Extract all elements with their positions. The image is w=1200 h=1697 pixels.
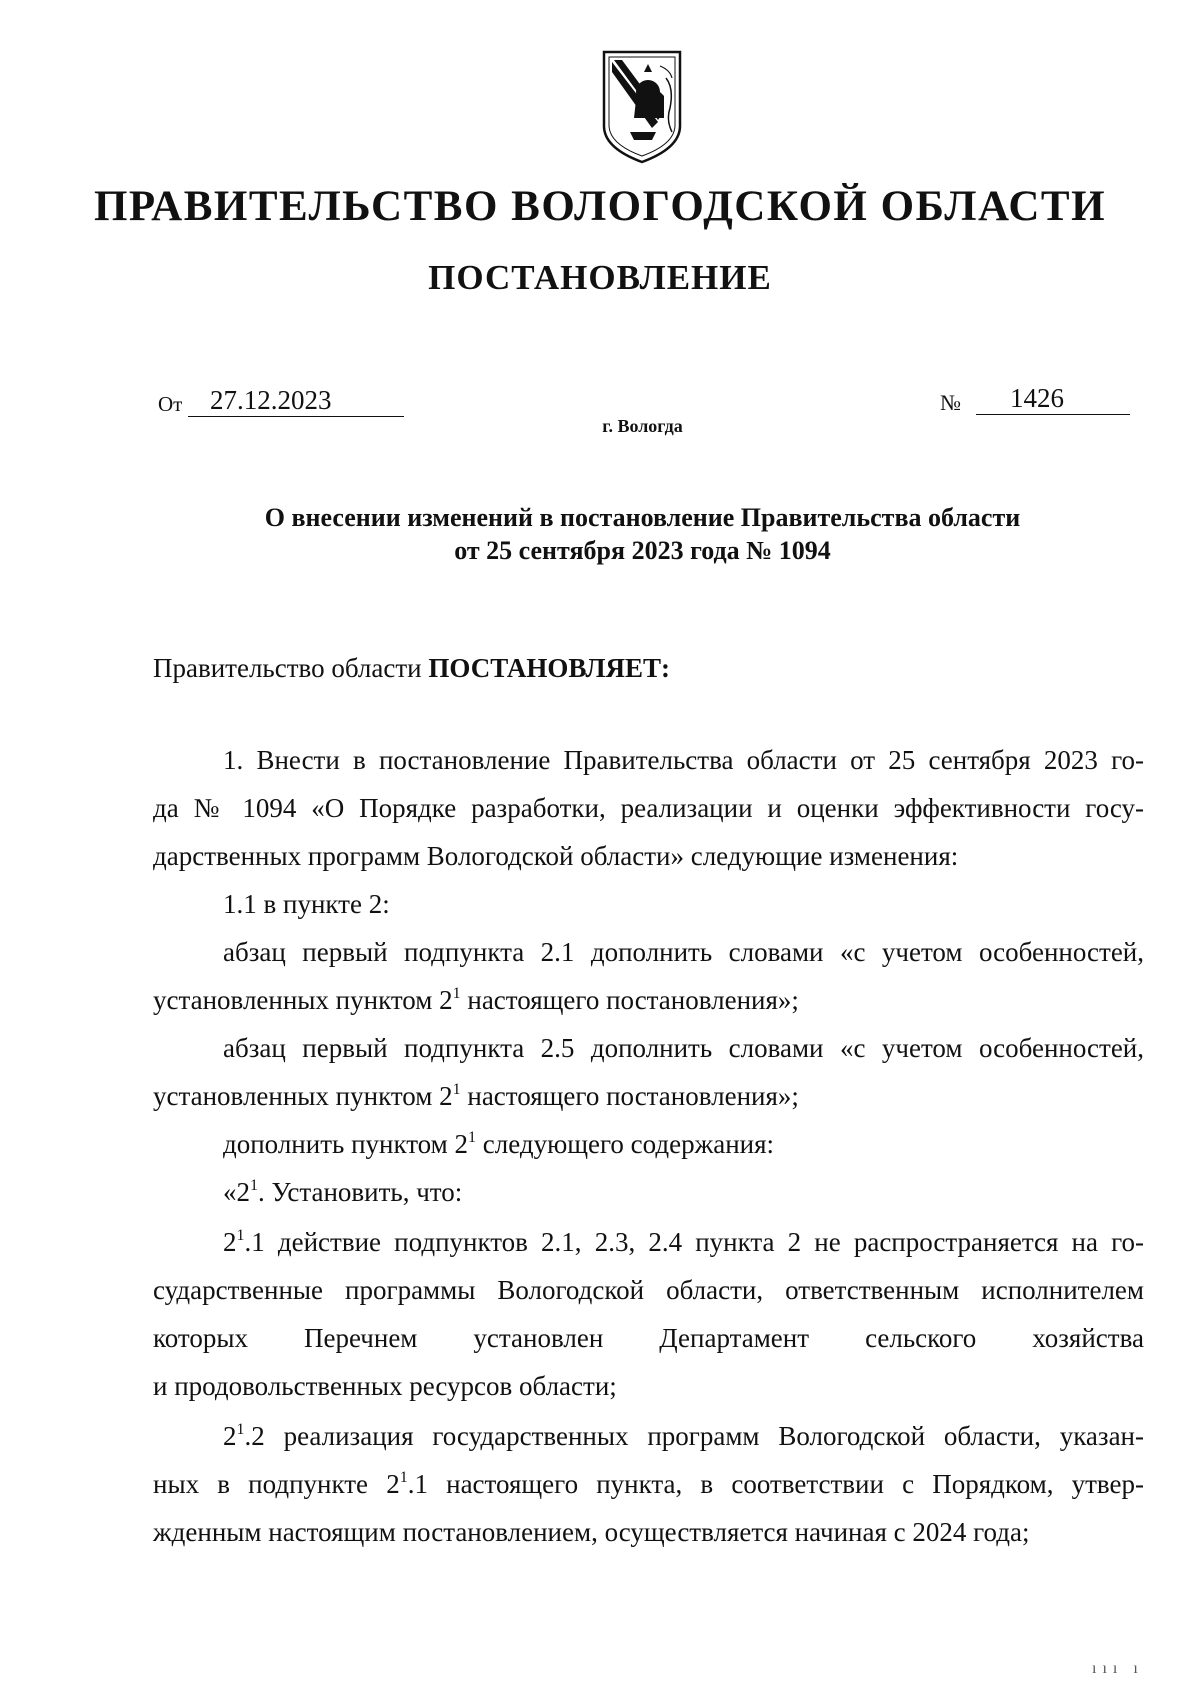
text-run: ных в подпункте 2 — [153, 1469, 400, 1499]
text-run: .1 настоящего пункта, в соответствии с Порядком, утвер- — [407, 1469, 1144, 1499]
paragraph-line: сударственные программы Вологодской области, ответственным исполнителем — [153, 1275, 1144, 1305]
text-run: .1 действие подпунктов 2.1, 2.3, 2.4 пункта 2 не распространяется на го- — [244, 1227, 1144, 1257]
paragraph-line: да № 1094 «О Порядке разработки, реализации и оценки эффективности госу- — [153, 793, 1144, 823]
text-run: установленных пунктом 2 — [153, 985, 453, 1015]
superscript: 1 — [236, 1227, 245, 1244]
text-run: . Установить, что: — [258, 1177, 463, 1207]
text-run: дополнить пунктом 2 — [223, 1129, 468, 1159]
superscript: 1 — [236, 1421, 245, 1438]
text-run: настоящего постановления»; — [460, 985, 799, 1015]
date-field: 27.12.2023 — [188, 384, 404, 417]
date-label: От — [158, 392, 183, 416]
paragraph-line: дарственных программ Вологодской области» следующие изменения: — [153, 841, 959, 871]
document-subject — [150, 501, 1135, 567]
subject-line-1: О внесении изменений в постановление Правительства области — [264, 503, 1021, 532]
superscript: 1 — [452, 1081, 461, 1098]
preamble-text: Правительство области — [153, 653, 422, 683]
paragraph-line — [153, 1072, 1144, 1120]
text-run: 2 — [223, 1227, 237, 1257]
paragraph-line: абзац первый подпункта 2.5 дополнить словами «с учетом особенностей, — [223, 1033, 1144, 1063]
government-title: ПРАВИТЕЛЬСТВО ВОЛОГОДСКОЙ ОБЛАСТИ — [93, 183, 1107, 230]
text-run: 2 — [223, 1421, 237, 1451]
scan-margin-marks: ııı ı — [1092, 1660, 1144, 1677]
paragraph-1 — [153, 736, 1144, 880]
subject-line-2: от 25 сентября 2023 года № 1094 — [454, 536, 831, 565]
word: Перечнем — [304, 1323, 418, 1353]
text-run: настоящего постановления»; — [460, 1081, 799, 1111]
word: сельского — [865, 1323, 977, 1353]
word: которых — [153, 1323, 248, 1353]
text-run: «2 — [223, 1177, 250, 1207]
vologda-coat-of-arms-icon — [600, 48, 684, 166]
superscript: 1 — [399, 1469, 408, 1486]
superscript: 1 — [250, 1177, 258, 1194]
preamble-emphasis: ПОСТАНОВЛЯЕТ: — [428, 653, 670, 683]
preamble — [153, 653, 670, 684]
text-run: следующего содержания: — [476, 1129, 775, 1159]
paragraph-line — [153, 1168, 1144, 1216]
paragraph-line — [153, 1314, 1144, 1362]
paragraph-line — [153, 1460, 1144, 1508]
paragraph-line — [153, 1120, 1144, 1168]
paragraph-line: жденным настоящим постановлением, осуществляется начиная с 2024 года; — [153, 1517, 1030, 1547]
city-name: г. Вологда — [602, 416, 683, 436]
text-run: .2 реализация государственных программ Вологодской области, указан- — [244, 1421, 1144, 1451]
document-type: ПОСТАНОВЛЕНИЕ — [428, 258, 772, 297]
word: Департамент — [659, 1323, 810, 1353]
number-label: № — [940, 390, 961, 415]
paragraph-line: абзац первый подпункта 2.1 дополнить словами «с учетом особенностей, — [223, 937, 1144, 967]
superscript: 1 — [452, 985, 461, 1002]
paragraph-line — [153, 1218, 1144, 1266]
paragraph-line — [153, 1412, 1144, 1460]
number-field: 1426 — [976, 382, 1130, 415]
text-run: установленных пунктом 2 — [153, 1081, 453, 1111]
paragraph-1-1: 1.1 в пункте 2: — [223, 889, 390, 919]
word: установлен — [473, 1323, 604, 1353]
paragraph-line: 1. Внести в постановление Правительства области от 25 сентября 2023 го- — [223, 745, 1144, 775]
word: хозяйства — [1032, 1323, 1144, 1353]
superscript: 1 — [468, 1129, 476, 1146]
paragraph-line: и продовольственных ресурсов области; — [153, 1371, 617, 1401]
paragraph-line — [153, 976, 1144, 1024]
